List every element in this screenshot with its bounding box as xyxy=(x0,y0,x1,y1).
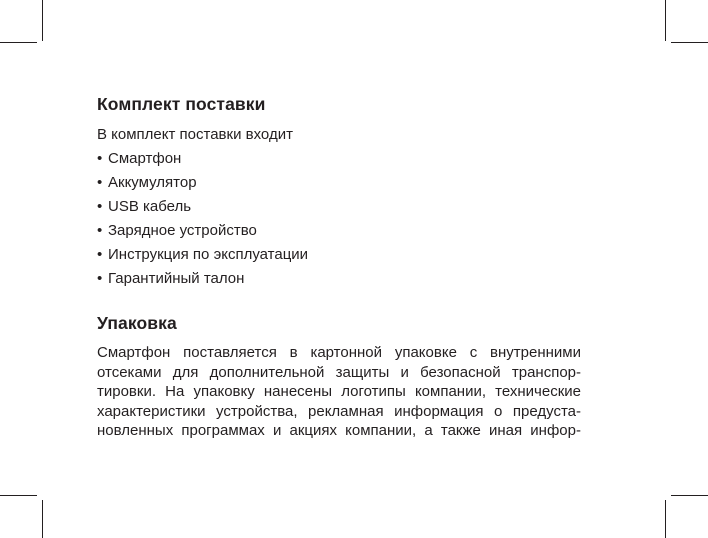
kit-heading: Комплект поставки xyxy=(97,94,266,114)
list-item xyxy=(97,267,581,291)
bullet-icon: • xyxy=(97,174,103,191)
list-item xyxy=(97,147,581,171)
packaging-section xyxy=(97,312,581,441)
crop-mark-top-left-vertical xyxy=(42,0,43,41)
bullet-icon: • xyxy=(97,198,103,215)
list-item xyxy=(97,243,581,267)
kit-list xyxy=(97,147,581,291)
list-item xyxy=(97,171,581,195)
kit-intro: В комплект поставки входит xyxy=(97,126,293,143)
bullet-icon: • xyxy=(97,150,103,167)
list-item xyxy=(97,219,581,243)
list-item-text: USB кабель xyxy=(108,198,192,215)
list-item-text: Аккумулятор xyxy=(108,174,197,191)
crop-mark-bottom-right-vertical xyxy=(665,500,666,538)
bullet-icon: • xyxy=(97,270,103,287)
list-item-text: Зарядное устройство xyxy=(108,222,257,239)
crop-mark-top-right-horizontal xyxy=(671,42,708,43)
crop-mark-bottom-left-horizontal xyxy=(0,495,37,496)
list-item-text: Гарантийный талон xyxy=(108,270,245,287)
packaging-text: Смартфон поставляется в картонной упаковке с внутренними отсеками для дополнительной защиты и безопасной транспор-тировки. На упаковку нанесены логотипы компании, технические характеристики устройства, рекламная информация о предуста-новленных программах и акциях компании, а также иная инфор- xyxy=(97,344,581,440)
packaging-heading: Упаковка xyxy=(97,313,177,333)
document-page xyxy=(97,93,581,441)
kit-section xyxy=(97,93,581,291)
crop-mark-bottom-right-horizontal xyxy=(671,495,708,496)
crop-mark-bottom-left-vertical xyxy=(42,500,43,538)
bullet-icon: • xyxy=(97,246,103,263)
crop-mark-top-left-horizontal xyxy=(0,42,37,43)
list-item-text: Инструкция по эксплуатации xyxy=(108,246,309,263)
bullet-icon: • xyxy=(97,222,103,239)
list-item xyxy=(97,195,581,219)
list-item-text: Смартфон xyxy=(108,150,182,167)
crop-mark-top-right-vertical xyxy=(665,0,666,41)
